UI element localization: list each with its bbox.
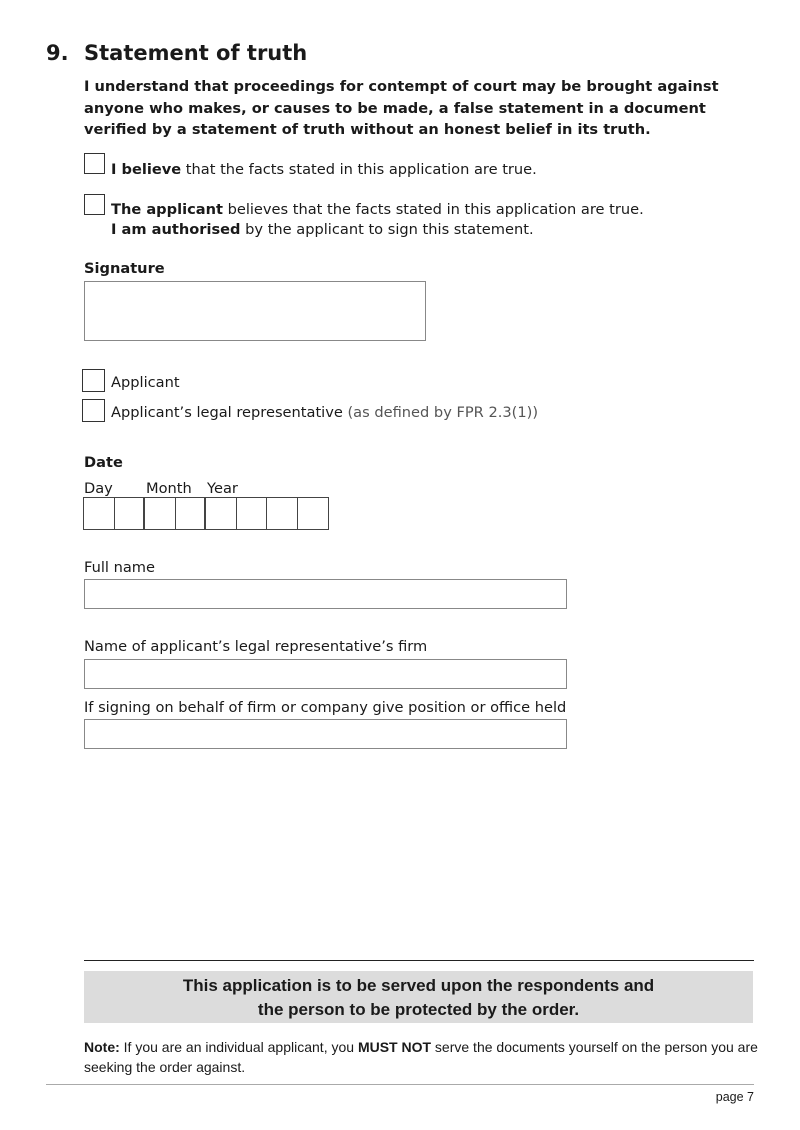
position-label: If signing on behalf of firm or company give position or office held (84, 699, 567, 716)
date-year-digit-2[interactable] (237, 498, 268, 529)
i-believe-text (111, 160, 537, 180)
statement-intro: I understand that proceedings for contempt of court may be brought against anyone who makes, or causes to be made, a false statement in a document verified by a statement of truth without an honest belief in its truth. (84, 78, 719, 138)
note-emphasis: MUST NOT (357, 1039, 432, 1055)
representative-option-note: (as defined by FPR 2.3(1)) (342, 404, 539, 421)
i-believe-rest: that the facts stated in this application are true. (181, 161, 537, 178)
page-number: page 7 (715, 1090, 754, 1104)
banner-divider (84, 960, 754, 961)
applicant-believes-bold: The applicant (111, 201, 223, 218)
applicant-checkbox[interactable] (82, 369, 105, 392)
authorised-rest: by the applicant to sign this statement. (240, 221, 534, 238)
representative-checkbox[interactable] (82, 399, 105, 422)
representative-option-label: Applicant’s legal representative (111, 404, 343, 421)
service-banner (84, 971, 753, 1023)
authorised-text (111, 220, 534, 240)
authorised-bold: I am authorised (111, 221, 241, 238)
note-prefix: Note: (84, 1039, 120, 1055)
date-year-digit-3[interactable] (267, 498, 298, 529)
footer-divider (46, 1084, 754, 1085)
full-name-field[interactable] (84, 579, 567, 609)
date-day-label: Day (84, 480, 113, 497)
date-month-digit-1[interactable] (145, 498, 176, 529)
signature-label: Signature (84, 260, 165, 277)
note-text-2: serve the documents yourself on the person you are seeking the order against. (84, 1039, 758, 1075)
firm-name-label: Name of applicant’s legal representative’s firm (84, 638, 428, 655)
date-day-digit-2[interactable] (115, 498, 146, 529)
date-day-digit-1[interactable] (84, 498, 115, 529)
date-year-digit-1[interactable] (206, 498, 237, 529)
position-field[interactable] (84, 719, 567, 749)
note-text-1: If you are an individual applicant, you (119, 1039, 358, 1055)
applicant-option-label: Applicant (111, 374, 180, 391)
service-note (84, 1037, 764, 1077)
section-title: Statement of truth (84, 41, 308, 65)
date-month-digit-2[interactable] (176, 498, 207, 529)
date-year-digit-4[interactable] (298, 498, 329, 529)
signature-box[interactable] (84, 281, 426, 341)
date-label: Date (84, 454, 123, 471)
date-year-label: Year (207, 480, 238, 497)
section-number: 9. (46, 41, 69, 65)
applicant-believes-checkbox[interactable] (84, 194, 105, 215)
applicant-believes-text (111, 200, 644, 220)
i-believe-checkbox[interactable] (84, 153, 105, 174)
full-name-label: Full name (84, 559, 155, 576)
banner-line-2: the person to be protected by the order. (257, 1000, 580, 1019)
i-believe-bold: I believe (111, 161, 182, 178)
firm-name-field[interactable] (84, 659, 567, 689)
date-input-grid (83, 497, 329, 530)
applicant-believes-rest: believes that the facts stated in this application are true. (222, 201, 644, 218)
banner-line-1: This application is to be served upon the respondents and (182, 976, 655, 995)
representative-option-text (111, 403, 538, 423)
date-month-label: Month (146, 480, 192, 497)
